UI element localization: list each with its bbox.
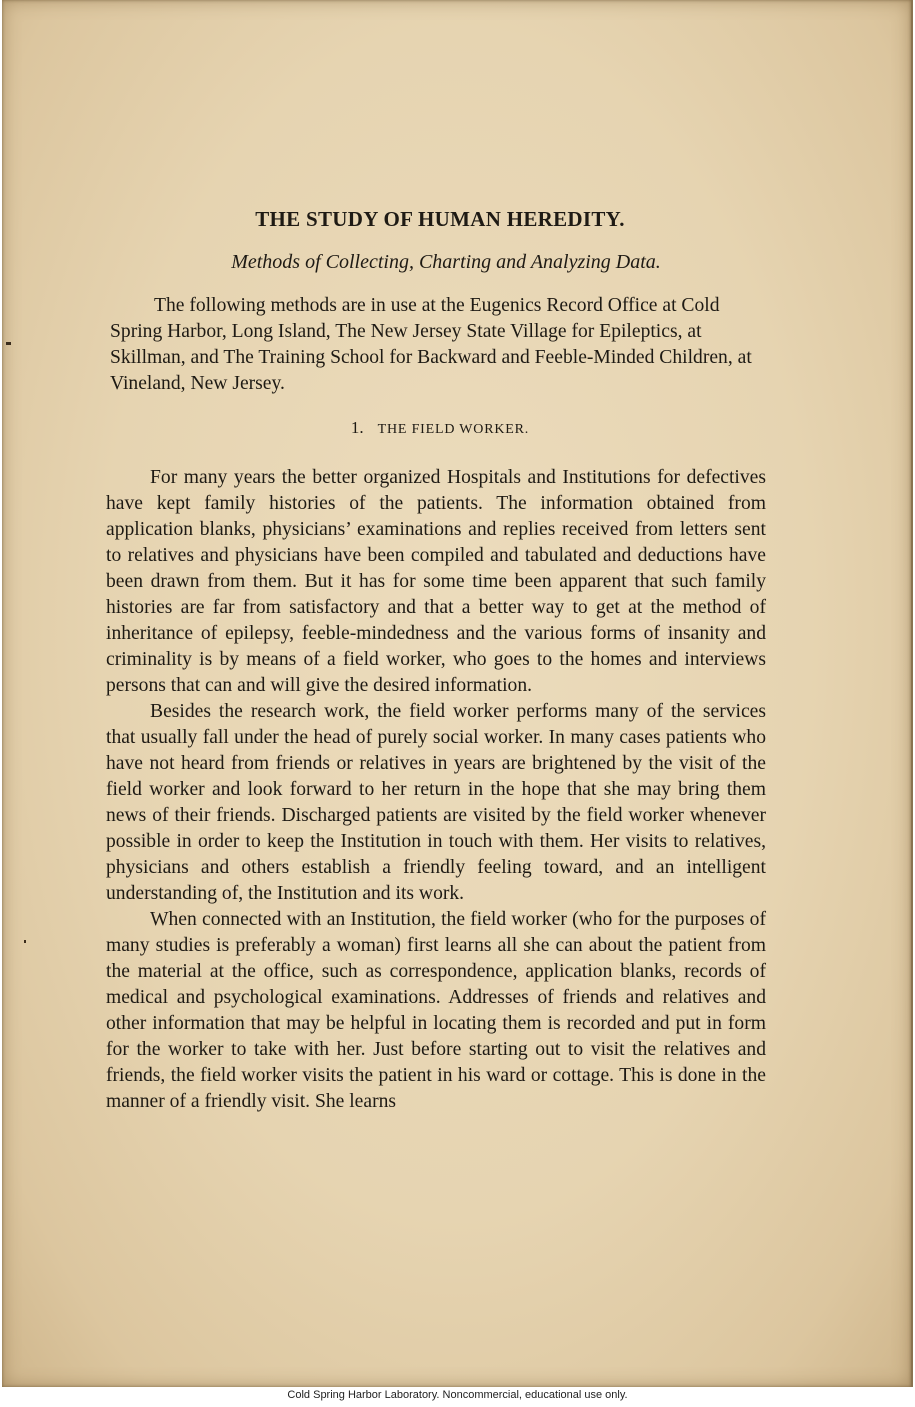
- edge-mark: [24, 940, 26, 943]
- edge-mark: [6, 342, 11, 345]
- section-number: 1.: [350, 418, 364, 437]
- document-title: THE STUDY OF HUMAN HEREDITY.: [255, 207, 625, 231]
- body-paragraph-2: Besides the research work, the field worker performs many of the services that usually fall under the head of purely social worker. In many cases patients who have not heard from friends or relatives in years are brightened by the visit of the field worker and look forward to her return in the hope that she may bring them news of their friends. Discharged patients are visited by the field worker whenever possible in order to keep the Institution in touch with them. Her visits to relatives, physicians and others establish a friendly feeling toward, and an intelligent understanding of, the Institution and its work.: [106, 701, 766, 904]
- body-paragraph-1: For many years the better organized Hospitals and Institutions for defectives have kept family histories of the patients. The information obtained from application blanks, physicians’ examinations and replies received from letters sent to relatives and physicians have been compiled and tabulated and deductions have been drawn from them. But it has for some time been apparent that such family histories are far from satisfactory and that a better way to get at the method of inheritance of epilepsy, feeble-mindedness and the various forms of insanity and criminality is by means of a field worker, who goes to the homes and interviews persons that can and will give the desired information.: [106, 467, 766, 696]
- document-subtitle: Methods of Collecting, Charting and Analyzing Data.: [231, 251, 661, 273]
- document-text: [106, 205, 766, 1115]
- intro-paragraph: The following methods are in use at the Eugenics Record Office at Cold Spring Harbor, Long Island, The New Jersey State Village for Epileptics, at Skillman, and The Training School for Backward and Feeble-Minded Children, at Vineland, New Jersey.: [110, 295, 752, 394]
- section-heading: [114, 415, 766, 441]
- document-page: [2, 0, 913, 1387]
- copyright-footer: Cold Spring Harbor Laboratory. Noncommercial, educational use only.: [287, 1389, 628, 1401]
- body-paragraph-3: When connected with an Institution, the field worker (who for the purposes of many studies is preferably a woman) first learns all she can about the patient from the material at the office, such as correspondence, application blanks, records of medical and psychological examinations. Addresses of friends and relatives and other information that may be helpful in locating them is recorded and put in form for the worker to take with her. Just before starting out to visit the relatives and friends, the field worker visits the patient in his ward or cottage. This is done in the manner of a friendly visit. She learns: [106, 909, 766, 1112]
- section-title: THE FIELD WORKER.: [377, 422, 530, 437]
